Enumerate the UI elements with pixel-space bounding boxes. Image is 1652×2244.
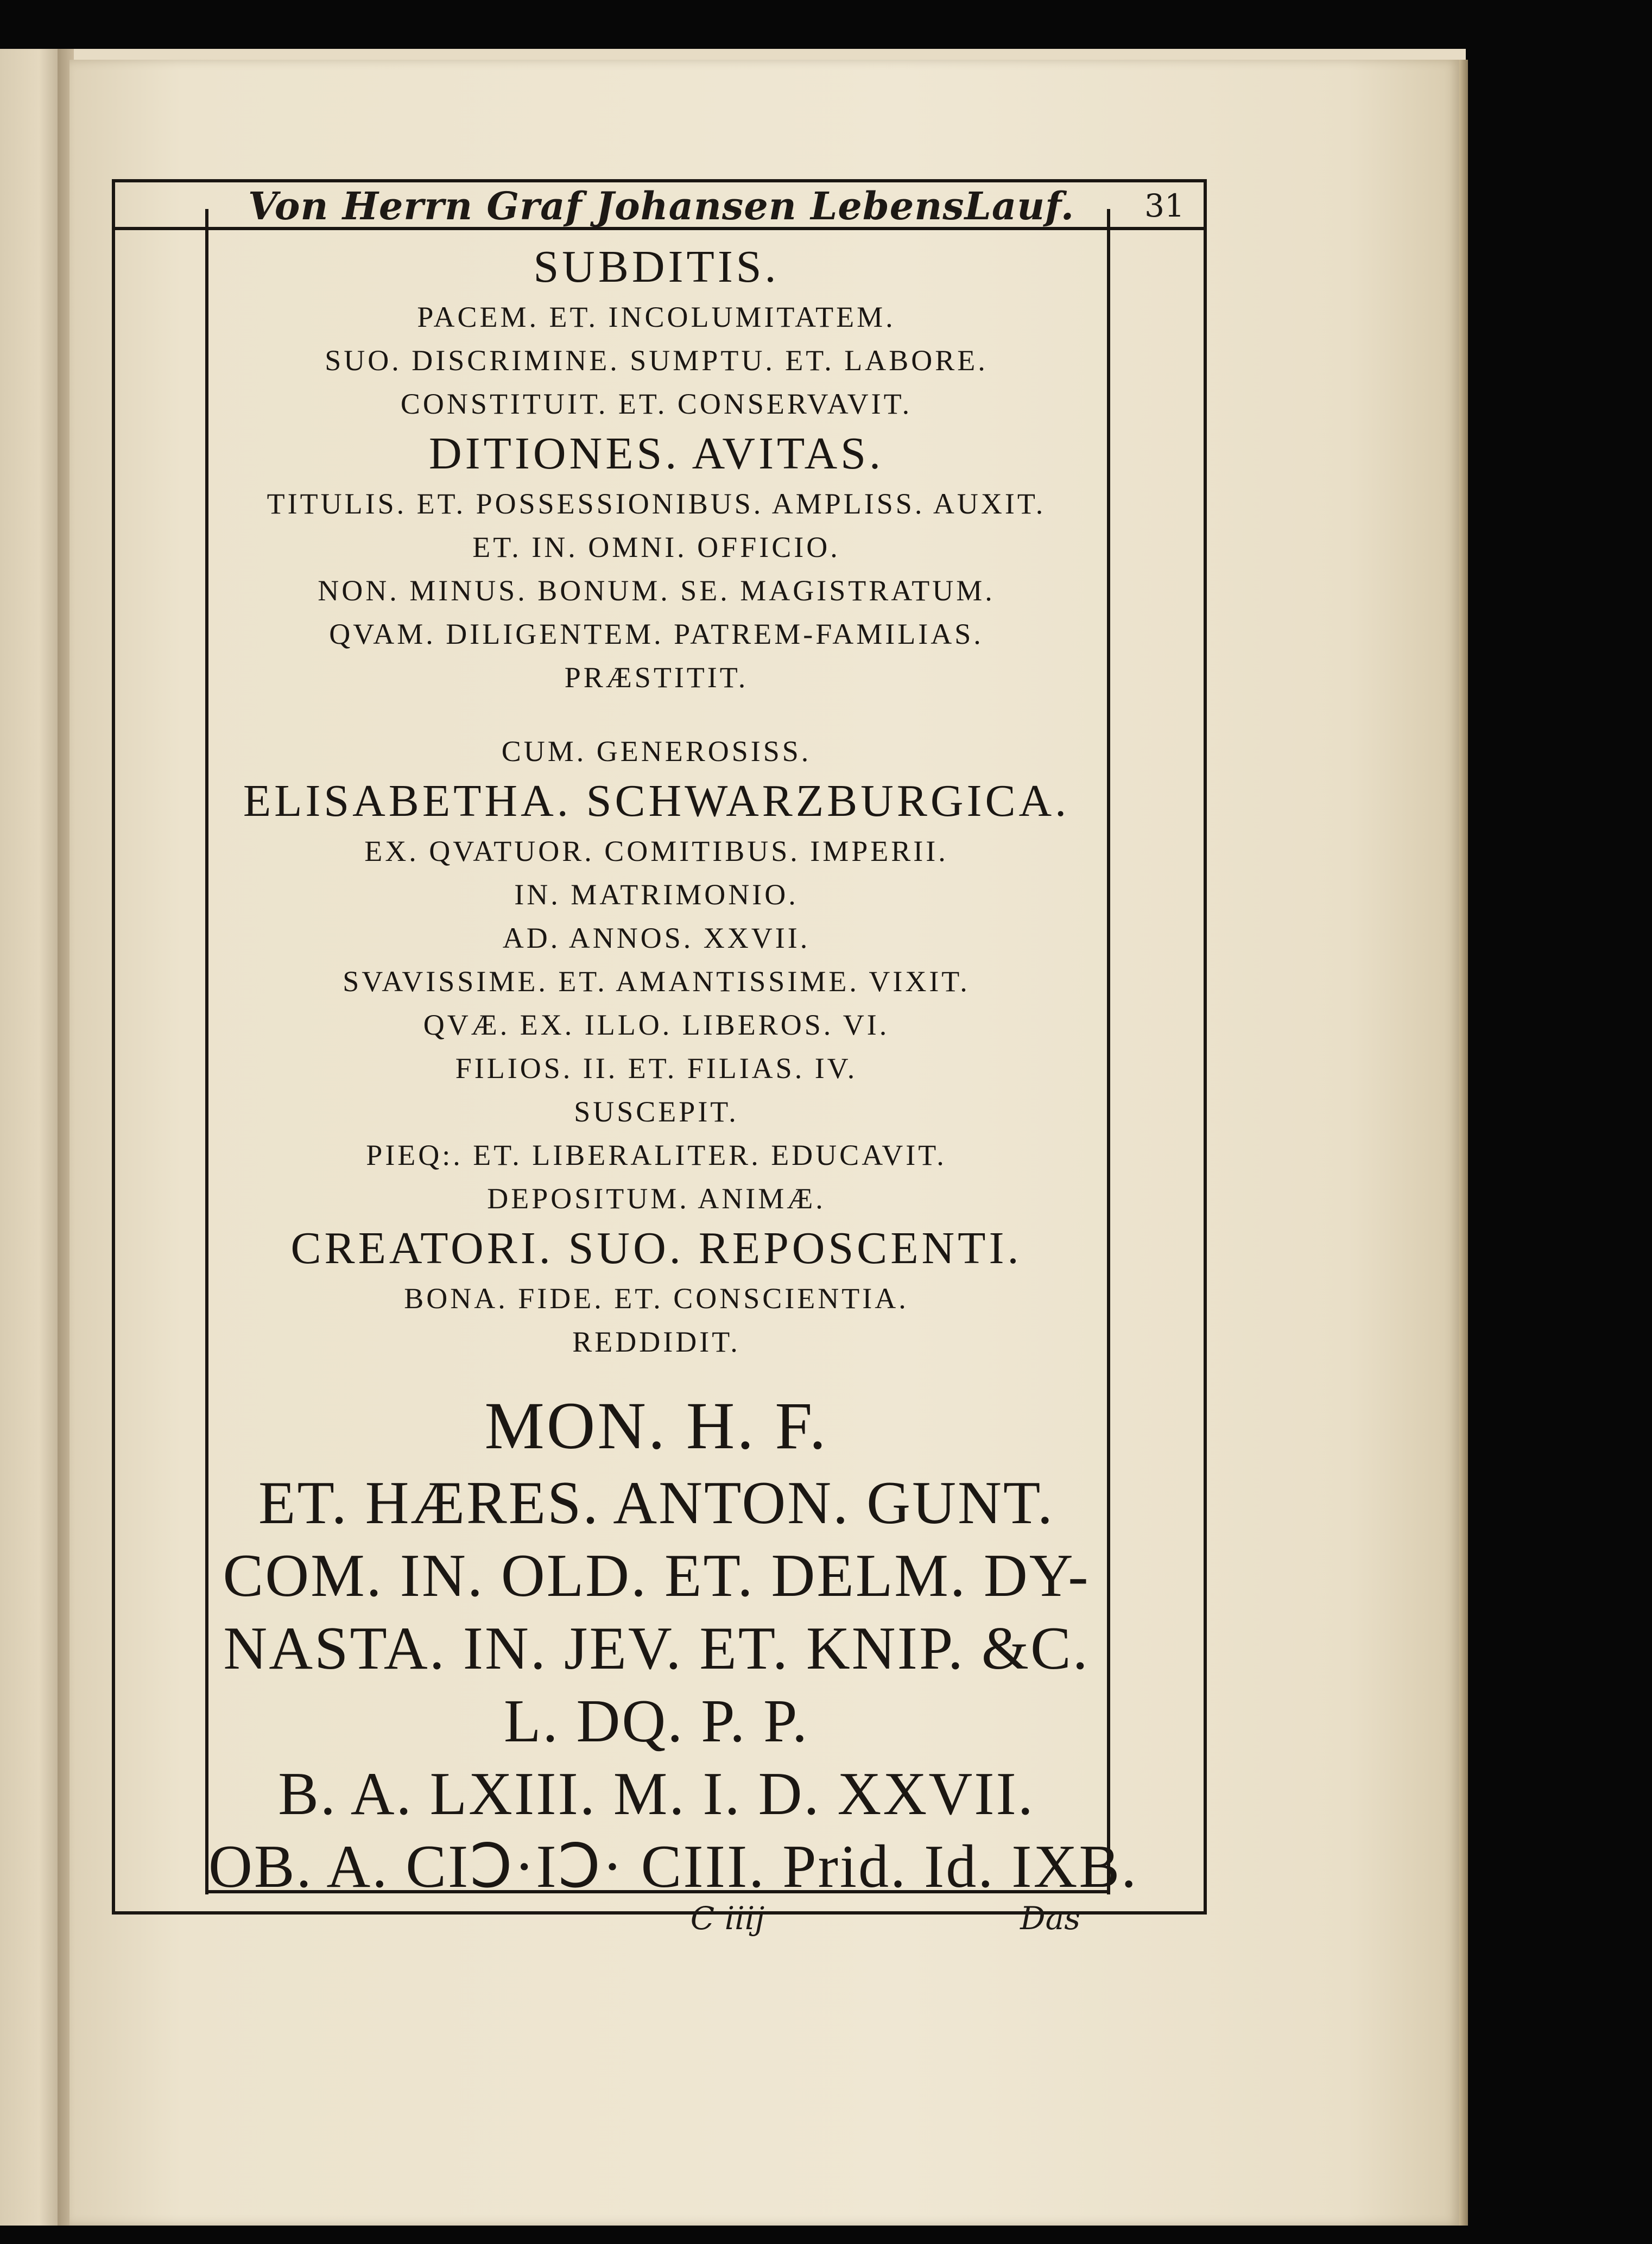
catchword: Das [1020,1900,1080,1937]
section-gap [208,1364,1104,1385]
inscription-line: NON. MINUS. BONUM. SE. MAGISTRATUM. [318,574,995,607]
inscription-line: AD. ANNOS. XXVII. [502,922,811,954]
inscription-line: ET. HÆRES. ANTON. GUNT. [258,1469,1054,1537]
inscription-line: REDDIDIT. [572,1326,740,1358]
inscription-line: L. DQ. P. P. [504,1688,809,1755]
left-page-edge [0,49,65,2226]
inscription-line: NASTA. IN. JEV. ET. KNIP. &C. [223,1615,1090,1682]
section-gap [208,699,1104,730]
inscription-line: PIEQ:. ET. LIBERALITER. EDUCAVIT. [366,1139,947,1171]
inscription-line: PRÆSTITIT. [564,661,749,694]
inscription-line: DEPOSITUM. ANIMÆ. [487,1182,826,1215]
inscription-line: SUBDITIS. [533,242,780,292]
inscription-line: PACEM. ET. INCOLUMITATEM. [417,301,896,333]
running-header: Von Herrn Graf Johansen LebensLauf. [248,183,1075,229]
inscription-line: CONSTITUIT. ET. CONSERVAVIT. [400,388,913,420]
inscription-line: DITIONES. AVITAS. [428,428,884,479]
inscription-line: COM. IN. OLD. ET. DELM. DY- [223,1542,1090,1609]
page-number: 31 [1144,187,1185,224]
inscription-line: QVAM. DILIGENTEM. PATREM-FAMILIAS. [329,618,984,650]
inscription-line: SVAVISSIME. ET. AMANTISSIME. VIXIT. [343,965,970,998]
inscription-line: CUM. GENEROSISS. [501,735,812,768]
page-fore-edge [1459,60,1468,2226]
inscription-line: OB. A. CIↃ·IↃ· CIII. Prid. Id. IXB. [208,1833,1138,1900]
inscription-line: ET. IN. OMNI. OFFICIO. [472,531,840,563]
inscription-line: MON. H. F. [484,1389,828,1463]
inscription-line: FILIOS. II. ET. FILIAS. IV. [455,1052,858,1085]
epitaph-text [208,239,1138,1903]
signature-mark: C iiij [690,1900,765,1937]
inscription-line: IN. MATRIMONIO. [514,878,799,911]
inscription-line: ELISABETHA. SCHWARZBURGICA. [243,776,1070,826]
inscription-line: QVÆ. EX. ILLO. LIBEROS. VI. [423,1009,890,1041]
inscription-line: BONA. FIDE. ET. CONSCIENTIA. [404,1282,909,1315]
inscription-line: B. A. LXIII. M. I. D. XXVII. [278,1760,1035,1828]
inscription-line: SUO. DISCRIMINE. SUMPTU. ET. LABORE. [325,344,988,377]
inscription-line: SUSCEPIT. [574,1095,739,1128]
inscription-line: EX. QVATUOR. COMITIBUS. IMPERII. [364,835,948,867]
inscription-line: TITULIS. ET. POSSESSIONIBUS. AMPLISS. AUXIT. [267,487,1046,520]
inscription-line: CREATORI. SUO. REPOSCENTI. [290,1223,1022,1273]
